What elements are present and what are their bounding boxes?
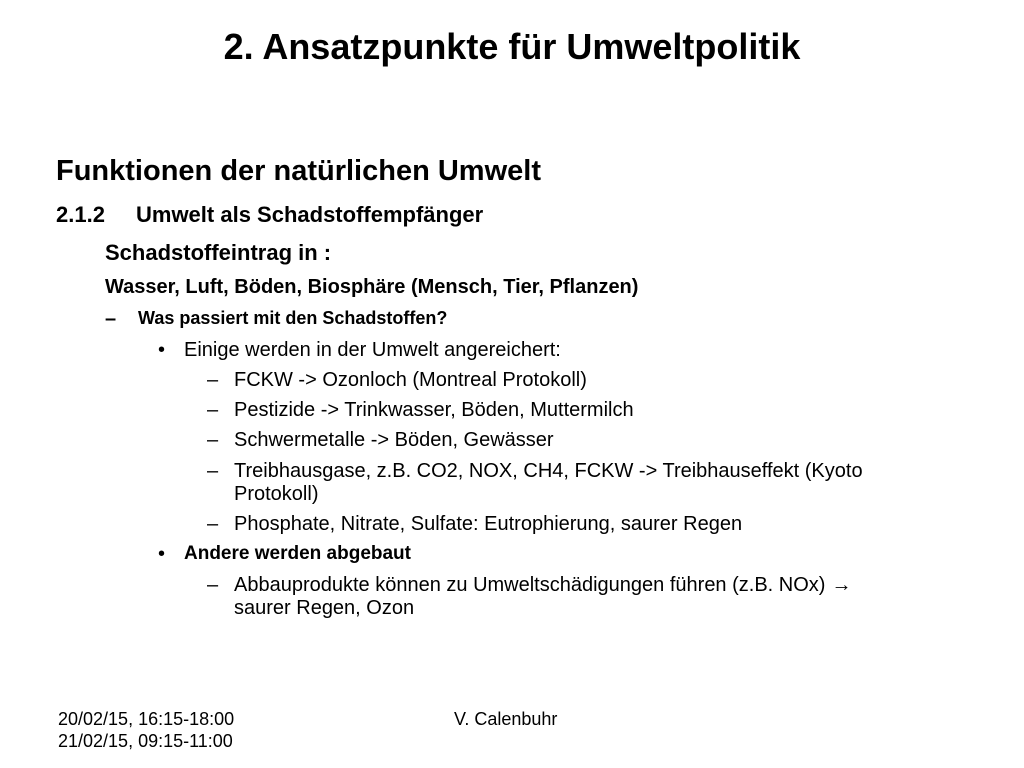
dash-marker: – (207, 513, 219, 535)
list-item: FCKW -> Ozonloch (Montreal Protokoll) (234, 369, 587, 391)
list-item (234, 574, 851, 597)
intake-label: Schadstoffeintrag in : (105, 240, 332, 265)
section-heading: Funktionen der natürlichen Umwelt (56, 155, 541, 187)
dash-marker: – (105, 308, 117, 330)
list-item: Pestizide -> Trinkwasser, Böden, Muttermilch (234, 399, 634, 421)
dash-marker: – (207, 399, 219, 421)
list-item: Schwermetalle -> Böden, Gewässer (234, 429, 554, 451)
list-item-continuation: Protokoll) (234, 483, 319, 505)
footer-dates (58, 708, 234, 752)
slide-title: 2. Ansatzpunkte für Umweltpolitik (223, 26, 801, 67)
dash-marker: – (207, 460, 219, 482)
list-item: Phosphate, Nitrate, Sulfate: Eutrophierung, saurer Regen (234, 513, 743, 535)
dash-marker: – (207, 369, 219, 391)
subsection-number: 2.1.2 (56, 202, 105, 227)
dash-marker: – (207, 429, 219, 451)
bullet-marker: • (158, 543, 166, 565)
dash-marker: – (207, 574, 219, 596)
intake-targets: Wasser, Luft, Böden, Biosphäre (Mensch, Tier, Pflanzen) (105, 276, 639, 298)
list-item: Treibhausgase, z.B. CO2, NOX, CH4, FCKW -> Treibhauseffekt (Kyoto (234, 460, 863, 482)
arrow-right-icon: → (831, 574, 852, 596)
list-item-text: Abbauprodukte können zu Umweltschädigungen führen (z.B. NOx) (234, 574, 826, 596)
footer-date-line: 21/02/15, 09:15-11:00 (58, 731, 233, 751)
enriched-label: Einige werden in der Umwelt angereichert: (184, 339, 561, 361)
subsection-title: Umwelt als Schadstoffempfänger (136, 202, 484, 227)
footer-author: V. Calenbuhr (454, 709, 558, 729)
list-item-continuation: saurer Regen, Ozon (234, 597, 415, 619)
subsection-heading (56, 202, 483, 228)
footer-date-line: 20/02/15, 16:15-18:00 (58, 709, 235, 729)
bullet-marker: • (158, 339, 166, 361)
degraded-label: Andere werden abgebaut (184, 543, 411, 564)
question-text: Was passiert mit den Schadstoffen? (138, 308, 448, 328)
